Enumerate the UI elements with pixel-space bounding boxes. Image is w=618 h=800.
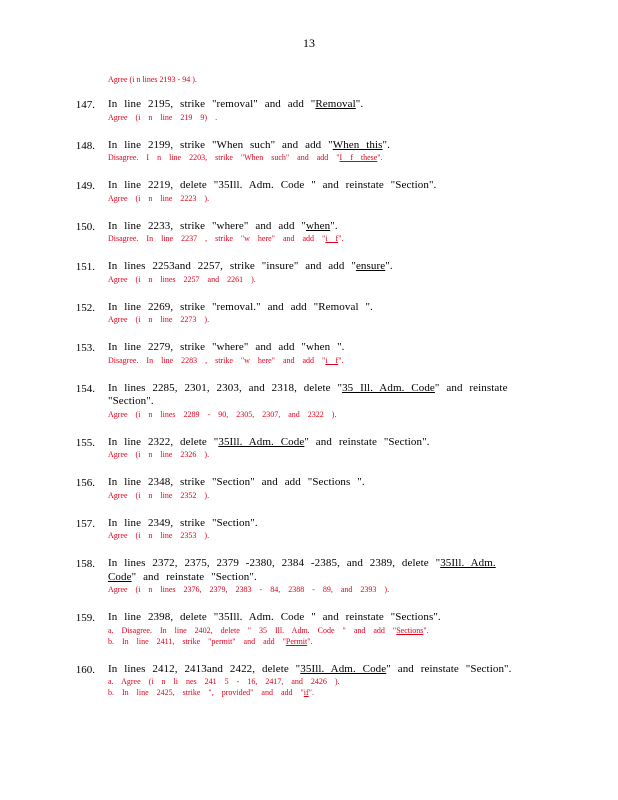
item-response-note: Disagree. In line 2283 , strike "w here" and add "i f".	[108, 355, 344, 365]
list-item	[0, 98, 618, 123]
item-number: 156.	[75, 477, 95, 489]
item-response-note: Agree (i n line 2326 ).	[108, 450, 210, 459]
item-response-note: b. In line 2411, strike "permit" and add "Permit".	[108, 636, 313, 646]
item-list	[0, 98, 618, 698]
item-text: In line 2279, strike "where" and add "when ".	[108, 341, 345, 353]
item-text: In line 2219, delete "35Ill. Adm. Code " and reinstate "Section".	[108, 179, 437, 191]
item-text: In lines 2412, 2413and 2422, delete "35Ill. Adm. Code" and reinstate "Section".	[108, 662, 512, 675]
underlined-insertion: 35Ill. Adm. Code	[108, 557, 496, 583]
list-item	[0, 301, 618, 326]
item-number: 148.	[75, 139, 95, 152]
item-text: In line 2348, strike "Section" and add "Sections ".	[108, 476, 365, 488]
item-response-note: Agree (i n lines 2289 - 90, 2305, 2307, and 2322 ).	[108, 409, 337, 419]
item-body	[108, 436, 523, 461]
underlined-insertion: When this	[332, 138, 383, 151]
item-text: In line 2398, delete "35Ill. Adm. Code " and reinstate "Sections".	[108, 611, 441, 623]
item-response-note: Agree (i n line 2223 ).	[108, 193, 210, 203]
item-text: In line 2349, strike "Section".	[108, 516, 258, 529]
item-response-note: Agree (i n lines 2257 and 2261 ).	[108, 274, 256, 284]
item-response-note: Agree (i n line 2273 ).	[108, 315, 210, 324]
underlined-insertion: 35Ill. Adm. Code	[218, 435, 305, 448]
list-item	[0, 436, 618, 461]
underlined-insertion: ensure	[355, 260, 386, 272]
item-body	[108, 98, 523, 123]
underlined-insertion: i f	[325, 234, 339, 243]
item-text: In lines 2285, 2301, 2303, and 2318, delete "35 Ill. Adm. Code" and reinstate "Section".	[108, 381, 508, 407]
list-item	[0, 220, 618, 245]
carryover-note: Agree (i n lines 2193 - 94 ).	[108, 75, 197, 84]
item-text: In line 2199, strike "When such" and add "When this".	[108, 138, 390, 151]
item-response-note: Agree (i n line 2353 ).	[108, 531, 210, 540]
underlined-insertion: 35Ill. Adm. Code	[300, 662, 387, 675]
list-item	[0, 476, 618, 501]
underlined-insertion: I f these	[339, 153, 378, 162]
item-body	[108, 260, 523, 285]
list-item	[0, 139, 618, 164]
item-body	[108, 220, 523, 245]
item-text: In line 2233, strike "where" and add "when".	[108, 219, 338, 232]
underlined-insertion: Sections	[396, 625, 424, 635]
item-number: 160.	[75, 663, 95, 676]
underlined-insertion: Removal	[315, 98, 356, 110]
page-content	[0, 74, 618, 714]
item-body	[108, 139, 523, 164]
item-number: 152.	[75, 301, 95, 314]
item-number: 158.	[75, 558, 95, 570]
item-response-note: Agree (i n line 2352 ).	[108, 490, 210, 500]
list-item	[0, 260, 618, 285]
underlined-insertion: if	[303, 688, 309, 697]
item-response-note: Disagree. I n line 2203, strike "When such" and add "I f these".	[108, 153, 383, 162]
item-number: 157.	[75, 517, 95, 530]
item-body	[108, 179, 523, 204]
item-number: 150.	[75, 220, 95, 233]
list-item	[0, 663, 618, 699]
item-response-note: b. In line 2425, strike ", provided" and add "if".	[108, 688, 314, 697]
list-item	[0, 382, 618, 420]
item-body	[108, 301, 523, 326]
item-response-note: a. Disagree. In line 2402, delete " 35 Ill. Adm. Code " and add "Sections".	[108, 625, 429, 635]
underlined-insertion: Permit	[285, 636, 308, 646]
item-response-note: a. Agree (i n li nes 241 5 - 16, 2417, and 2426 ).	[108, 677, 340, 686]
item-number: 153.	[75, 342, 95, 354]
list-item	[0, 517, 618, 542]
item-response-note: Agree (i n lines 2376, 2379, 2383 - 84, 2388 - 89, and 2393 ).	[108, 585, 390, 594]
item-text: In lines 2253and 2257, strike "insure" and add "ensure".	[108, 260, 393, 272]
item-body	[108, 517, 523, 542]
item-number: 147.	[75, 99, 95, 111]
list-item	[0, 557, 618, 595]
item-response-note: Agree (i n line 219 9) .	[108, 112, 218, 122]
list-item	[0, 341, 618, 366]
list-item	[0, 611, 618, 647]
item-number: 159.	[75, 612, 95, 624]
item-body	[108, 557, 523, 595]
item-number: 155.	[75, 436, 95, 449]
item-body	[108, 611, 523, 647]
list-item	[0, 179, 618, 204]
underlined-insertion: when	[306, 219, 331, 232]
item-number: 154.	[75, 382, 95, 395]
item-body	[108, 476, 523, 501]
item-number: 151.	[75, 261, 95, 273]
item-body	[108, 663, 523, 699]
item-text: In line 2269, strike "removal." and add "Removal ".	[108, 300, 373, 313]
item-body	[108, 341, 523, 366]
item-body	[108, 382, 523, 420]
item-text: In lines 2372, 2375, 2379 -2380, 2384 -2385, and 2389, delete "35Ill. Adm. Code" and reinstate "Section".	[108, 557, 496, 583]
page-number: 13	[303, 36, 315, 50]
item-response-note: Disagree. In line 2237 , strike "w here" and add "i f".	[108, 234, 344, 243]
item-text: In line 2195, strike "removal" and add "Removal".	[108, 98, 364, 110]
item-number: 149.	[75, 180, 95, 192]
item-text: In line 2322, delete "35Ill. Adm. Code" and reinstate "Section".	[108, 435, 430, 448]
underlined-insertion: i f	[325, 355, 339, 365]
underlined-insertion: 35 Ill. Adm. Code	[342, 381, 435, 394]
